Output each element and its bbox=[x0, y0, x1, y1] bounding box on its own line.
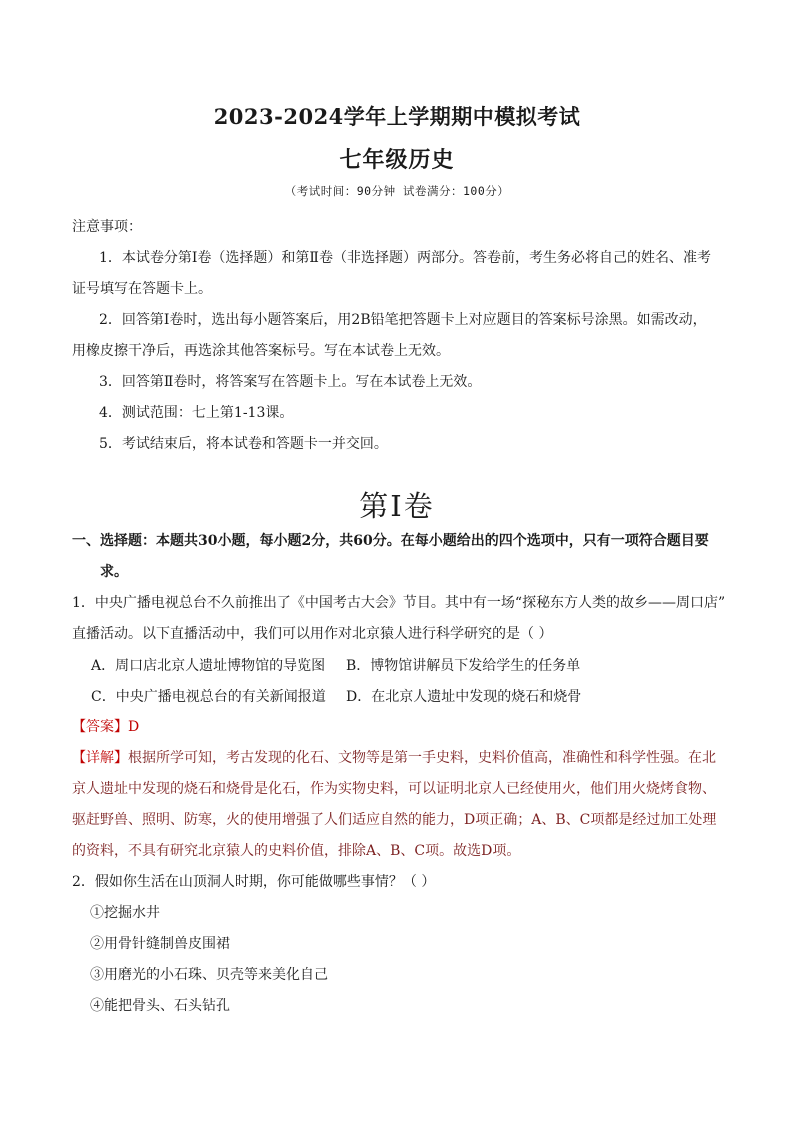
q1-detail-line-2: 京人遗址中发现的烧石和烧骨是化石，作为实物史料，可以证明北京人已经使用火，他们用火烧烤食物、 bbox=[72, 781, 716, 797]
q1-option-a: A．周口店北京人遗址博物馆的导览图 bbox=[91, 658, 326, 674]
q2-item-2: ②用骨针缝制兽皮围裙 bbox=[90, 936, 230, 952]
exam-title: 2023-2024学年上学期期中模拟考试 bbox=[213, 104, 581, 129]
section-instruction-line-2: 求。 bbox=[100, 564, 128, 580]
q1-option-c: C．中央广播电视总台的有关新闻报道 bbox=[91, 689, 326, 705]
answer-value: D bbox=[128, 719, 140, 735]
exam-info: （考试时间：90分钟 试卷满分：100分） bbox=[284, 184, 510, 198]
notice-item-3: 3．回答第Ⅱ卷时，将答案写在答题卡上。写在本试卷上无效。 bbox=[99, 374, 482, 390]
q1-stem-line-2: 直播活动。以下直播活动中，我们可以用作对北京猿人进行科学研究的是（ ） bbox=[72, 626, 553, 642]
q1-detail-line-1 bbox=[72, 748, 716, 768]
q1-option-b: B．博物馆讲解员下发给学生的任务单 bbox=[346, 658, 581, 674]
notice-item-2-line-1: 2．回答第Ⅰ卷时，选出每小题答案后，用2B铅笔把答题卡上对应题目的答案标号涂黑。如需改动， bbox=[99, 312, 707, 328]
notice-item-2-line-2: 用橡皮擦干净后，再选涂其他答案标号。写在本试卷上无效。 bbox=[72, 343, 450, 359]
q1-option-d: D．在北京人遗址中发现的烧石和烧骨 bbox=[346, 689, 582, 705]
notice-heading: 注意事项： bbox=[72, 219, 142, 235]
q2-item-1: ①挖掘水井 bbox=[90, 905, 160, 921]
q1-answer bbox=[72, 717, 139, 737]
notice-item-1-line-1: 1．本试卷分第Ⅰ卷（选择题）和第Ⅱ卷（非选择题）两部分。答卷前，考生务必将自己的姓名、准考 bbox=[99, 250, 711, 266]
notice-item-4: 4．测试范围：七上第1-13课。 bbox=[99, 405, 294, 421]
section-heading: 第Ⅰ卷 bbox=[359, 489, 435, 523]
q2-item-3: ③用磨光的小石珠、贝壳等来美化自己 bbox=[90, 967, 328, 983]
detail-tag: 【详解】 bbox=[72, 750, 128, 766]
notice-item-1-line-2: 证号填写在答题卡上。 bbox=[72, 281, 212, 297]
q2-stem: 2．假如你生活在山顶洞人时期，你可能做哪些事情？（ ） bbox=[72, 874, 436, 890]
section-instruction-line-1: 一、选择题：本题共30小题，每小题2分，共60分。在每小题给出的四个选项中，只有一项符合题目要 bbox=[72, 533, 709, 549]
exam-subject: 七年级历史 bbox=[339, 147, 455, 173]
q2-item-4: ④能把骨头、石头钻孔 bbox=[90, 998, 230, 1014]
answer-tag: 【答案】 bbox=[72, 719, 128, 735]
q1-detail-line-3: 驱赶野兽、照明、防寒，火的使用增强了人们适应自然的能力，D项正确；A、B、C项都是经过加工处理 bbox=[72, 812, 717, 828]
detail-text: 根据所学可知，考古发现的化石、文物等是第一手史料，史料价值高，准确性和科学性强。在北 bbox=[128, 750, 716, 766]
q1-stem-line-1: 1．中央广播电视总台不久前推出了《中国考古大会》节目。其中有一场“探秘东方人类的故乡——周口店” bbox=[72, 595, 726, 611]
q1-detail-line-4: 的资料，不具有研究北京猿人的史料价值，排除A、B、C项。故选D项。 bbox=[72, 843, 521, 859]
notice-item-5: 5．考试结束后，将本试卷和答题卡一并交回。 bbox=[99, 436, 388, 452]
